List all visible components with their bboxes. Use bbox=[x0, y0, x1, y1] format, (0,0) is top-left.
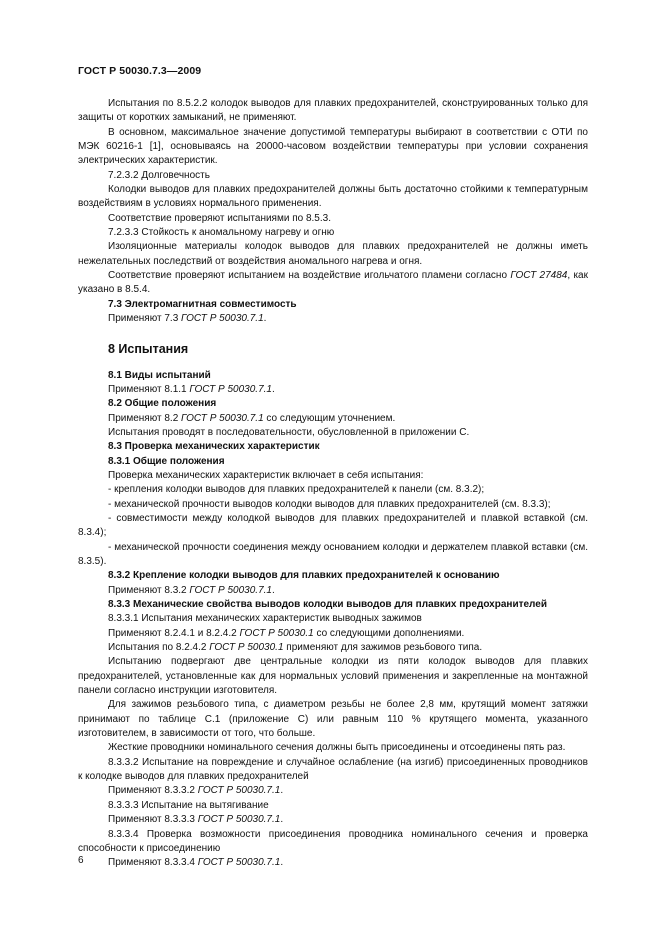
section-8-title: 8 Испытания bbox=[108, 341, 189, 356]
clause-8-3-3-3-title: 8.3.3.3 Испытание на вытягивание bbox=[108, 799, 269, 811]
document-body bbox=[78, 97, 588, 871]
paragraph bbox=[78, 627, 588, 641]
section-8-2-title: 8.2 Общие положения bbox=[108, 398, 217, 410]
standard-reference: ГОСТ 27484 bbox=[510, 270, 568, 282]
list-item: - крепления колодки выводов для плавких предохранителей к панели (см. 8.3.2); bbox=[108, 484, 485, 496]
paragraph: Колодки выводов для плавких предохранителей должны быть достаточно стойкими к температурным воздействиям в условиях нормального применения. bbox=[78, 184, 588, 210]
clause-7-2-3-2-title: 7.2.3.2 Долговечность bbox=[108, 169, 210, 181]
standard-reference: ГОСТ Р 50030.1 bbox=[239, 627, 314, 639]
text: . bbox=[271, 383, 275, 395]
text: Применяют 7.3 bbox=[108, 313, 182, 325]
page-number: 6 bbox=[78, 855, 84, 866]
text: Применяют 8.3.2 bbox=[108, 584, 190, 596]
list-item: - механической прочности выводов колодки выводов для плавких предохранителей (см. 8.3.3); bbox=[108, 498, 551, 510]
document-header: ГОСТ Р 50030.7.3—2009 bbox=[78, 65, 202, 77]
paragraph: Испытания проводят в последовательности, обусловленной в приложении С. bbox=[108, 426, 470, 438]
text: Применяют 8.2 bbox=[108, 412, 182, 424]
paragraph bbox=[78, 383, 588, 397]
paragraph: Соответствие проверяют испытаниями по 8.5.3. bbox=[108, 212, 331, 224]
text: Применяют 8.1.1 bbox=[108, 383, 190, 395]
paragraph: В основном, максимальное значение допустимой температуры выбирают в соответствии с ОТИ по МЭК 60216-1 [1], основываясь на 20000-часовом воздействии температуры при условии сохранения электрических характеристик. bbox=[78, 126, 588, 167]
paragraph: Испытанию подвергают две центральные колодки из пяти колодок выводов для плавких предохранителей, установленные как для нормальных условий применения и закрепленные на монтажной панели согласно инструкции изготовителя. bbox=[78, 656, 588, 697]
section-8-1-title: 8.1 Виды испытаний bbox=[108, 369, 211, 381]
text: , как указано в 8.5.4. bbox=[78, 270, 588, 296]
clause-8-3-3-2-title: 8.3.3.2 Испытание на повреждение и случайное ослабление (на изгиб) присоединенных проводников к колодке выводов для плавких предохранителей bbox=[78, 756, 588, 783]
text: . bbox=[280, 785, 284, 797]
paragraph: Жесткие проводники номинального сечения должны быть присоединены и отсоединены пять раз. bbox=[108, 742, 566, 754]
section-8-3-3-title: 8.3.3 Механические свойства выводов колодки выводов для плавких предохранителей bbox=[108, 599, 547, 610]
section-8-3-title: 8.3 Проверка механических характеристик bbox=[108, 441, 320, 453]
paragraph: Изоляционные материалы колодок выводов для плавких предохранителей не должны иметь нежелательных последствий от воздействия аномального нагрева и огня. bbox=[78, 241, 588, 267]
text: Применяют 8.3.3.3 bbox=[108, 814, 198, 826]
paragraph: Испытания по 8.5.2.2 колодок выводов для плавких предохранителей, сконструированных только для защиты от коротких замыканий, не применяют. bbox=[78, 98, 588, 124]
standard-reference: ГОСТ Р 50030.7.1 bbox=[189, 584, 272, 596]
paragraph: Проверка механических характеристик включает в себя испытания: bbox=[108, 469, 424, 481]
standard-reference: ГОСТ Р 50030.7.1 bbox=[189, 383, 272, 395]
standard-reference: ГОСТ Р 50030.7.1 bbox=[197, 785, 281, 797]
text: со следующими дополнениями. bbox=[313, 627, 465, 639]
paragraph bbox=[78, 784, 588, 798]
text: . bbox=[280, 857, 284, 869]
paragraph bbox=[78, 856, 588, 870]
text: . bbox=[280, 814, 284, 826]
section-7-3-title: 7.3 Электромагнитная совместимость bbox=[108, 298, 297, 310]
clause-7-2-3-3-title: 7.2.3.3 Стойкость к аномальному нагреву и огню bbox=[108, 227, 335, 239]
list-item: - совместимости между колодкой выводов для плавких предохранителей и плавкой вставкой (см. 8.3.4); bbox=[78, 512, 588, 539]
section-8-3-2-title: 8.3.2 Крепление колодки выводов для плавких предохранителей к основанию bbox=[108, 570, 500, 582]
standard-reference: ГОСТ Р 50030.1 bbox=[209, 642, 284, 654]
paragraph bbox=[78, 641, 588, 655]
paragraph bbox=[78, 813, 588, 827]
paragraph bbox=[78, 269, 588, 298]
text: . bbox=[271, 584, 275, 596]
clause-8-3-3-4-title: 8.3.3.4 Проверка возможности присоединения проводника номинального сечения и проверка способности к присоединению bbox=[78, 828, 588, 854]
standard-reference: ГОСТ Р 50030.7.1 bbox=[181, 412, 264, 424]
section-8-3-1-title: 8.3.1 Общие положения bbox=[108, 455, 225, 467]
standard-reference: ГОСТ Р 50030.7.1 bbox=[181, 313, 264, 325]
standard-reference: ГОСТ Р 50030.7.1 bbox=[197, 857, 281, 869]
text: Применяют 8.3.3.2 bbox=[108, 785, 198, 797]
text: Применяют 8.3.3.4 bbox=[108, 857, 198, 869]
text: со следующим уточнением. bbox=[263, 412, 396, 424]
text: Применяют 8.2.4.1 и 8.2.4.2 bbox=[108, 627, 240, 639]
paragraph: Для зажимов резьбового типа, с диаметром резьбы не более 2,8 мм, крутящий момент затяжки принимают по таблице С.1 (приложение С) или равным 110 % крутящего момента, указанного изготовителем, в зависимости от того, что больше. bbox=[78, 699, 588, 740]
text: применяют для зажимов резьбового типа. bbox=[283, 642, 483, 654]
clause-8-3-3-1-title: 8.3.3.1 Испытания механических характеристик выводных зажимов bbox=[108, 613, 422, 625]
paragraph bbox=[78, 412, 588, 426]
standard-reference: ГОСТ Р 50030.7.1 bbox=[197, 814, 281, 826]
text: Испытания по 8.2.4.2 bbox=[108, 642, 210, 654]
text: . bbox=[263, 313, 267, 325]
list-item: - механической прочности соединения между основанием колодки и держателем плавкой вставки (см. 8.3.5). bbox=[78, 541, 588, 567]
paragraph bbox=[78, 584, 588, 598]
text: Соответствие проверяют испытанием на воздействие игольчатого пламени согласно bbox=[108, 270, 511, 282]
paragraph bbox=[78, 312, 588, 326]
